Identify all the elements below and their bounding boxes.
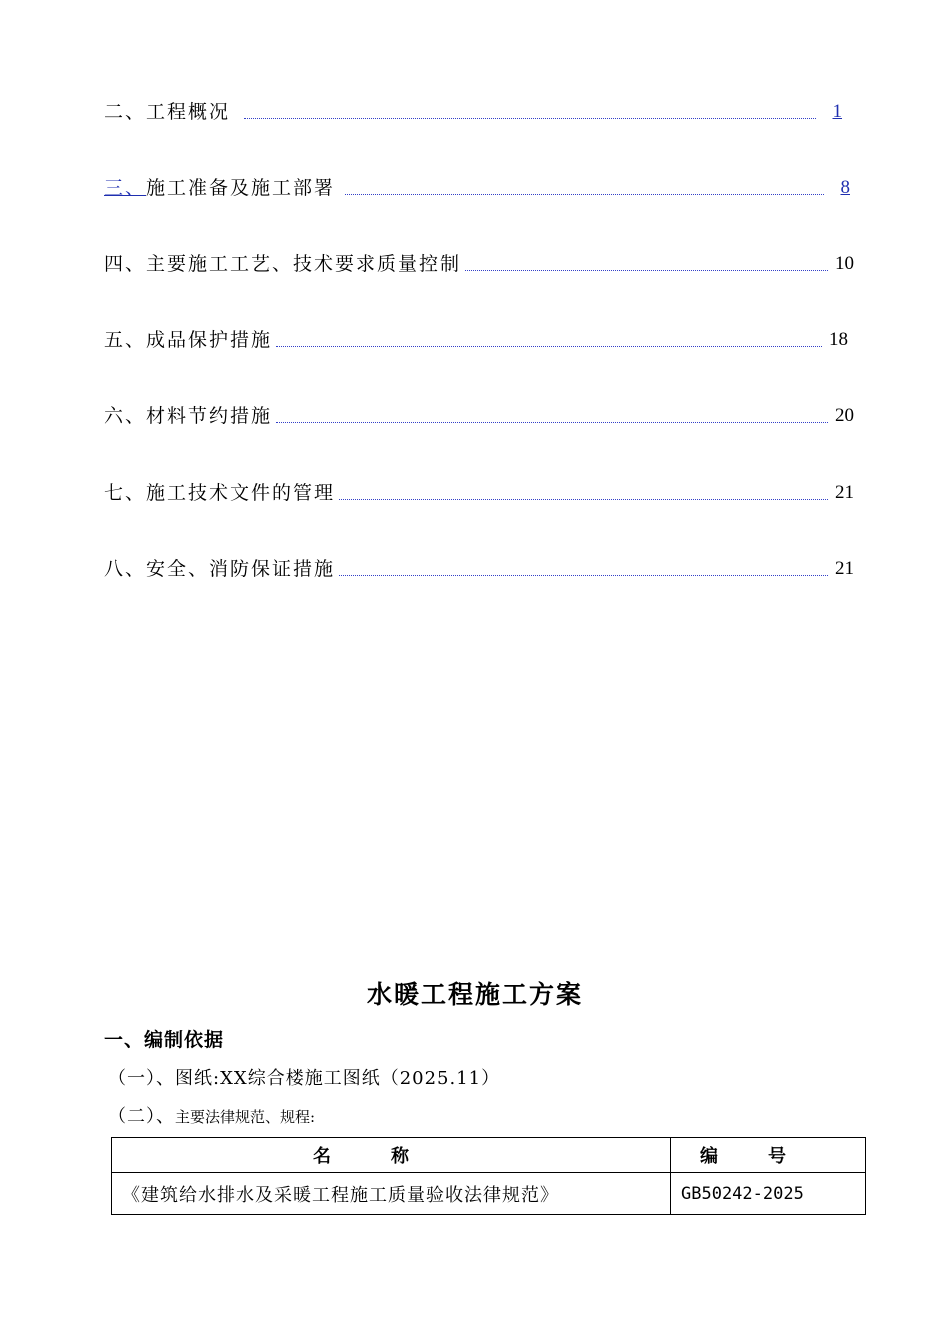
toc-title: 工程概况	[146, 101, 231, 123]
toc-leader	[276, 346, 822, 347]
toc-entry-5[interactable]	[104, 324, 854, 352]
toc-number: 二、	[104, 101, 147, 123]
toc-number: 四、	[104, 253, 147, 275]
toc-leader	[339, 575, 828, 576]
toc-entry-2[interactable]	[104, 96, 854, 124]
toc-title: 成品保护措施	[146, 329, 273, 351]
toc-leader	[465, 270, 828, 271]
toc-leader	[339, 499, 828, 500]
document-title: 水暖工程施工方案	[366, 980, 583, 1009]
toc-number: 七、	[104, 482, 147, 504]
toc-leader	[276, 422, 828, 423]
toc-page-number[interactable]: 21	[835, 482, 854, 503]
toc-page-number[interactable]: 1	[832, 101, 842, 122]
table-header-row	[112, 1138, 866, 1173]
toc-title: 施工技术文件的管理	[146, 482, 336, 504]
toc-page-number[interactable]: 21	[835, 558, 854, 579]
toc-number: 五、	[104, 329, 147, 351]
basis-item-drawings: （一）、图纸:XX综合楼施工图纸（2025.11）	[108, 1068, 501, 1089]
item-text: 主要法律规范、规程:	[175, 1108, 316, 1126]
standards-table	[111, 1137, 866, 1215]
toc-number: 八、	[104, 558, 147, 580]
toc-entry-3[interactable]	[104, 172, 854, 200]
toc-title: 主要施工工艺、技术要求质量控制	[146, 253, 462, 275]
toc-leader	[345, 194, 824, 195]
item-prefix: （二）、	[108, 1106, 175, 1127]
column-header-code: 编号	[671, 1138, 866, 1173]
toc-page-number[interactable]: 10	[835, 253, 854, 274]
toc-entry-8[interactable]	[104, 553, 854, 581]
table-row	[112, 1173, 866, 1215]
basis-item-regulations	[108, 1102, 315, 1128]
section-heading: 一、编制依据	[104, 1029, 225, 1051]
toc-number: 六、	[104, 405, 147, 427]
toc-leader	[244, 118, 816, 119]
toc-number[interactable]: 三、	[104, 177, 147, 199]
toc-entry-6[interactable]	[104, 400, 854, 428]
toc-title: 材料节约措施	[146, 405, 273, 427]
toc-title: 安全、消防保证措施	[146, 558, 336, 580]
toc-page-number[interactable]: 20	[835, 405, 854, 426]
toc-page-number[interactable]: 8	[840, 177, 850, 198]
toc-title: 施工准备及施工部署	[146, 177, 336, 199]
standard-code: GB50242-2025	[671, 1173, 866, 1215]
standard-name: 《建筑给水排水及采暖工程施工质量验收法律规范》	[112, 1173, 671, 1215]
toc-page-number[interactable]: 18	[829, 329, 848, 350]
column-header-name: 名称	[112, 1138, 671, 1173]
toc-entry-7[interactable]	[104, 477, 854, 505]
toc-entry-4[interactable]	[104, 248, 854, 276]
